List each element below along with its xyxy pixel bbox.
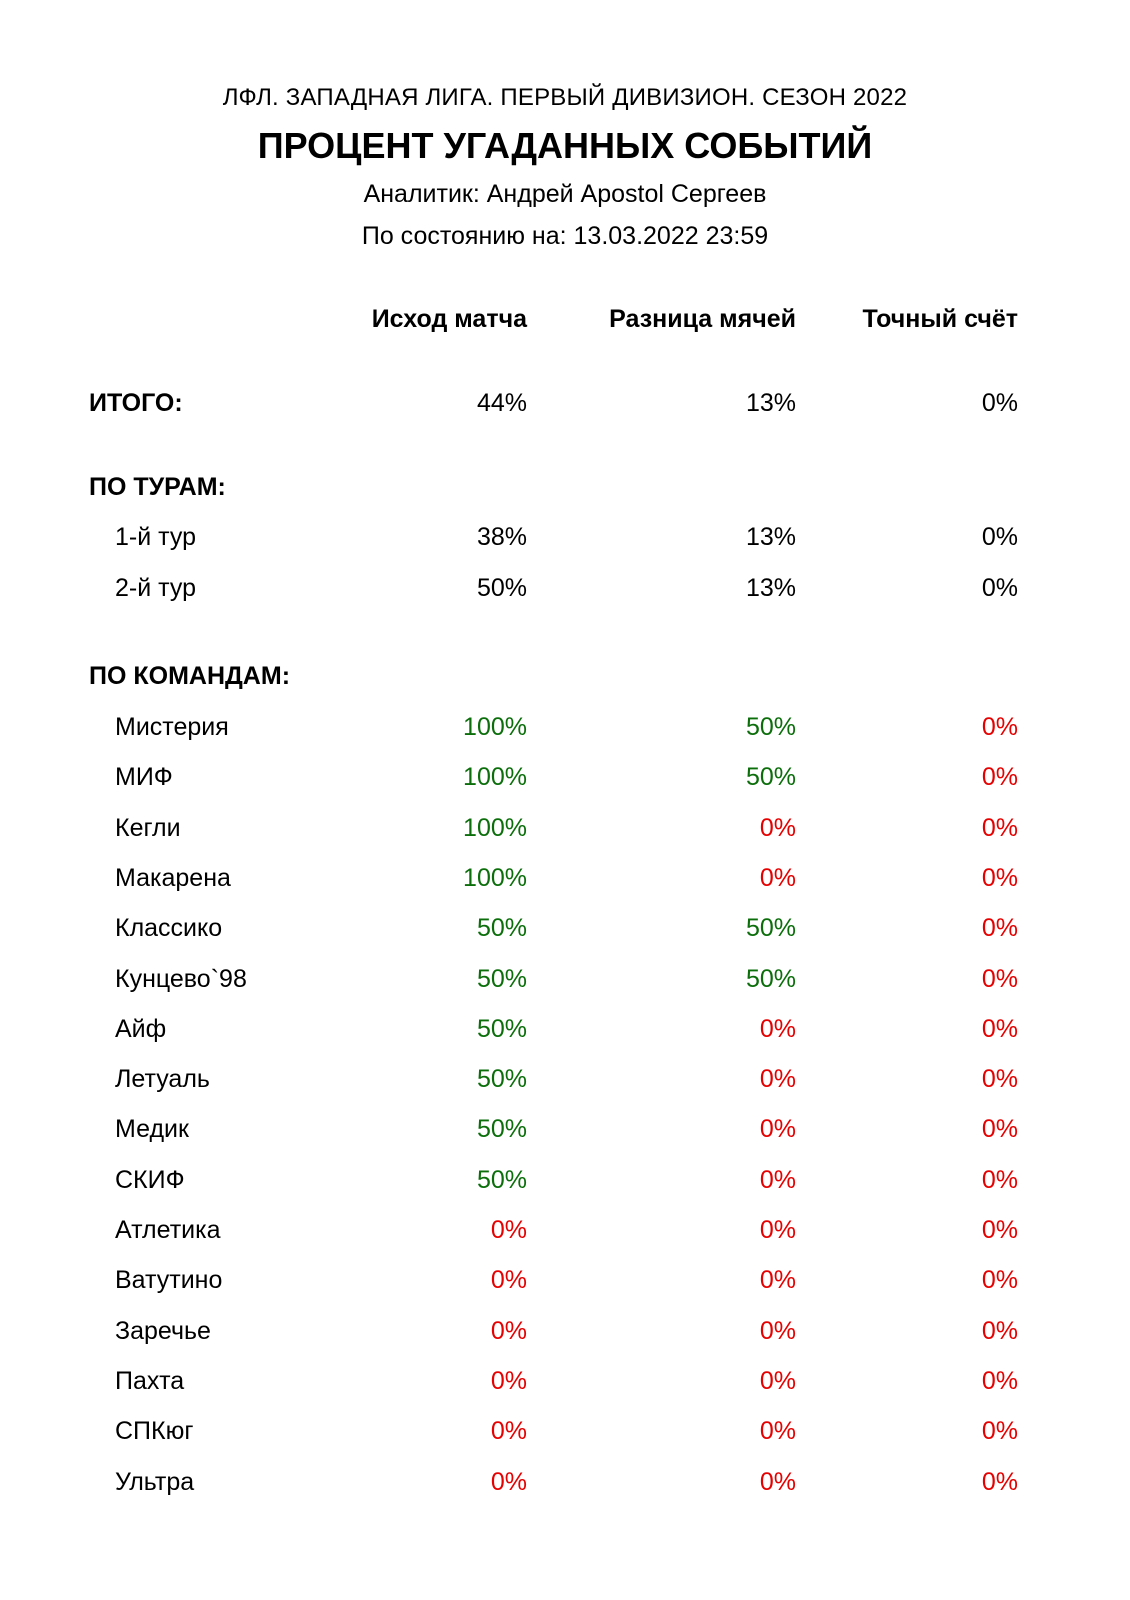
exact-score-value: 0% xyxy=(981,713,1018,741)
column-header-match-outcome: Исход матча xyxy=(371,305,527,333)
total-row xyxy=(0,389,1130,423)
team-name: Макарена xyxy=(115,863,231,892)
team-name: Ультра xyxy=(115,1467,195,1496)
goal-diff-value: 0% xyxy=(759,1316,796,1345)
league-title: ЛФЛ. ЗАПАДНАЯ ЛИГА. ПЕРВЫЙ ДИВИЗИОН. СЕЗОН 2022 xyxy=(222,84,908,111)
outcome-value: 50% xyxy=(476,574,527,602)
team-name: Медик xyxy=(115,1115,189,1144)
goal-diff-value: 13% xyxy=(745,574,796,602)
exact-score-value: 0% xyxy=(981,1266,1018,1295)
goal-diff-value: 50% xyxy=(745,964,796,993)
goal-diff-value: 0% xyxy=(759,1467,796,1496)
as-of-timestamp: По состоянию на: 13.03.2022 23:59 xyxy=(361,222,769,250)
outcome-value: 0% xyxy=(490,1266,527,1295)
exact-score-value: 0% xyxy=(981,763,1018,792)
outcome-value: 50% xyxy=(476,914,527,943)
team-name: Айф xyxy=(115,1014,167,1043)
page-title: ПРОЦЕНТ УГАДАННЫХ СОБЫТИЙ xyxy=(257,125,873,166)
round-name: 1-й тур xyxy=(115,523,196,551)
exact-score-value: 0% xyxy=(981,813,1018,842)
team-name: МИФ xyxy=(115,763,173,792)
total-goal-diff-value: 13% xyxy=(745,389,796,417)
goal-diff-value: 0% xyxy=(759,1014,796,1043)
team-name: Пахта xyxy=(115,1366,185,1395)
outcome-value: 50% xyxy=(476,1065,527,1094)
goal-diff-value: 50% xyxy=(745,713,796,741)
team-row xyxy=(0,1065,1130,1099)
total-exact-score-value: 0% xyxy=(981,389,1018,417)
exact-score-value: 0% xyxy=(981,1065,1018,1094)
team-name: Летуаль xyxy=(115,1065,210,1094)
exact-score-value: 0% xyxy=(981,914,1018,943)
outcome-value: 100% xyxy=(463,763,527,792)
goal-diff-value: 0% xyxy=(759,1366,796,1395)
outcome-value: 100% xyxy=(463,813,527,842)
outcome-value: 0% xyxy=(490,1316,527,1345)
goal-diff-value: 50% xyxy=(745,763,796,792)
exact-score-value: 0% xyxy=(981,863,1018,892)
exact-score-value: 0% xyxy=(981,1366,1018,1395)
team-row xyxy=(0,965,1130,999)
team-row xyxy=(0,914,1130,948)
exact-score-value: 0% xyxy=(981,1467,1018,1496)
team-row xyxy=(0,1468,1130,1502)
exact-score-value: 0% xyxy=(981,1165,1018,1194)
outcome-value: 100% xyxy=(463,863,527,892)
team-name: Кегли xyxy=(115,813,181,842)
round-name: 2-й тур xyxy=(115,574,196,602)
exact-score-value: 0% xyxy=(981,1216,1018,1244)
exact-score-value: 0% xyxy=(981,1316,1018,1345)
exact-score-value: 0% xyxy=(981,1115,1018,1144)
team-row xyxy=(0,864,1130,898)
team-name: Классико xyxy=(115,914,223,943)
round-row xyxy=(0,523,1130,557)
exact-score-value: 0% xyxy=(981,523,1018,551)
goal-diff-value: 0% xyxy=(759,863,796,892)
goal-diff-value: 0% xyxy=(759,1216,796,1244)
analyst-line: Аналитик: Андрей Apostol Сергеев xyxy=(363,180,767,208)
goal-diff-value: 13% xyxy=(745,523,796,551)
team-row xyxy=(0,1317,1130,1351)
team-row xyxy=(0,763,1130,797)
team-row xyxy=(0,1166,1130,1200)
team-name: Кунцево`98 xyxy=(115,964,247,993)
goal-diff-value: 0% xyxy=(759,1165,796,1194)
goal-diff-value: 50% xyxy=(745,914,796,943)
team-name: Атлетика xyxy=(115,1216,221,1244)
outcome-value: 0% xyxy=(490,1366,527,1395)
team-name: Ватутино xyxy=(115,1266,223,1295)
outcome-value: 0% xyxy=(490,1467,527,1496)
outcome-value: 50% xyxy=(476,964,527,993)
team-row xyxy=(0,713,1130,747)
outcome-value: 100% xyxy=(463,713,527,741)
round-row xyxy=(0,574,1130,608)
team-name: СПКюг xyxy=(115,1417,194,1446)
outcome-value: 0% xyxy=(490,1216,527,1244)
total-outcome-value: 44% xyxy=(476,389,527,417)
outcome-value: 50% xyxy=(476,1115,527,1144)
team-name: Мистерия xyxy=(115,713,229,741)
outcome-value: 50% xyxy=(476,1165,527,1194)
goal-diff-value: 0% xyxy=(759,1115,796,1144)
exact-score-value: 0% xyxy=(981,1417,1018,1446)
goal-diff-value: 0% xyxy=(759,1065,796,1094)
goal-diff-value: 0% xyxy=(759,813,796,842)
team-name: Заречье xyxy=(115,1316,211,1345)
outcome-value: 0% xyxy=(490,1417,527,1446)
team-row xyxy=(0,1367,1130,1401)
team-row xyxy=(0,1417,1130,1451)
column-header-goal-difference: Разница мячей xyxy=(609,305,796,333)
exact-score-value: 0% xyxy=(981,1014,1018,1043)
exact-score-value: 0% xyxy=(981,964,1018,993)
goal-diff-value: 0% xyxy=(759,1417,796,1446)
team-name: СКИФ xyxy=(115,1165,185,1194)
team-row xyxy=(0,1115,1130,1149)
team-row xyxy=(0,814,1130,848)
team-row xyxy=(0,1266,1130,1300)
total-label: ИТОГО: xyxy=(89,389,183,417)
exact-score-value: 0% xyxy=(981,574,1018,602)
column-header-exact-score: Точный счёт xyxy=(862,305,1018,333)
goal-diff-value: 0% xyxy=(759,1266,796,1295)
outcome-value: 50% xyxy=(476,1014,527,1043)
rounds-section-title: ПО ТУРАМ: xyxy=(89,473,226,501)
outcome-value: 38% xyxy=(476,523,527,551)
team-row xyxy=(0,1015,1130,1049)
team-row xyxy=(0,1216,1130,1250)
teams-section-title: ПО КОМАНДАМ: xyxy=(89,662,291,690)
